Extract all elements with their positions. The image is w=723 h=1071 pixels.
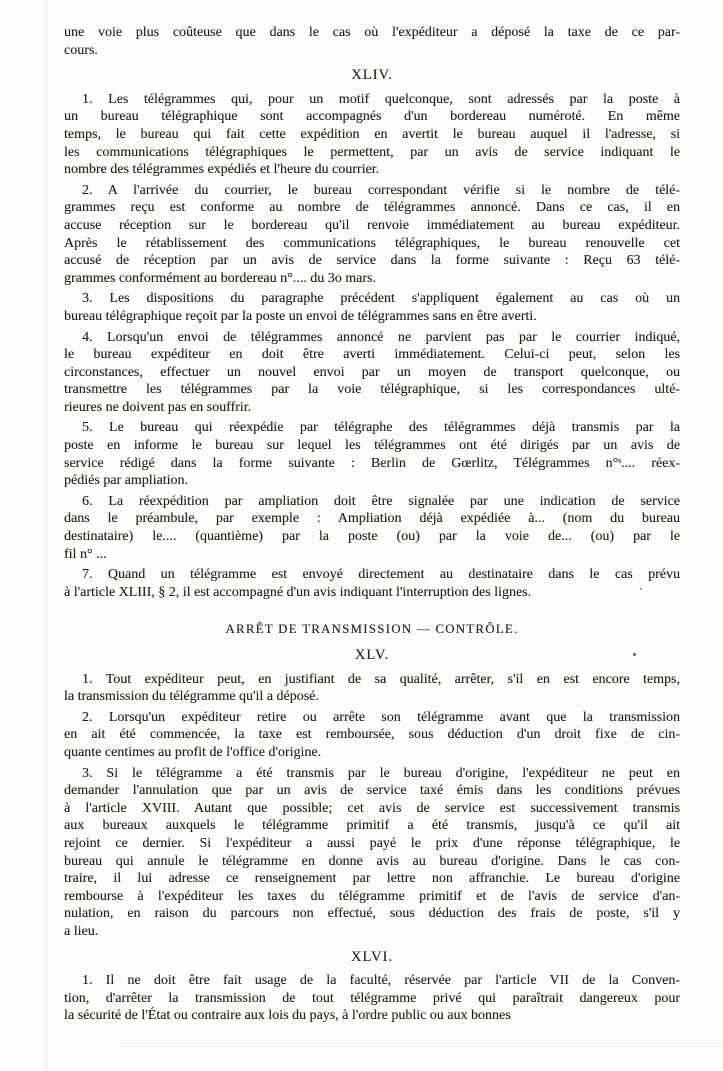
text-line: 3. Les dispositions du paragraphe précédent s'appliquent également au cas où un bbox=[82, 291, 680, 307]
text-line: 2. A l'arrivée du courrier, le bureau correspondant vérifie si le nombre de télé- bbox=[82, 182, 680, 198]
article-number-heading: XLIV. bbox=[351, 67, 393, 84]
text-line: traire, il lui adresse ce renseignement par lettre non affranchie. Le bureau d'origine bbox=[64, 871, 680, 887]
article-number-heading: XLVI. bbox=[350, 948, 394, 965]
text-line: la transmission du télégramme qu'il a déposé. bbox=[64, 689, 319, 705]
text-line: demander l'annulation que par un avis de service taxé émis dans les conditions prévues bbox=[64, 783, 680, 799]
text-line: 7. Quand un télégramme est envoyé directement au destinataire dans le cas prévu bbox=[82, 567, 680, 583]
text-line: rieures ne doivent pas en souffrir. bbox=[64, 399, 252, 415]
paragraph bbox=[64, 709, 680, 762]
paragraph bbox=[64, 329, 680, 417]
text-line: fil n° ... bbox=[64, 546, 107, 562]
text-line: accusé de réception par un avis de service dans la forme suivante : Reçu 63 télé- bbox=[64, 253, 680, 269]
paragraph bbox=[64, 765, 680, 941]
text-line: nulation, en raison du parcours non effectué, sous déduction des frais de poste, s'il y bbox=[64, 906, 680, 922]
article-number-heading: XLV. bbox=[354, 647, 390, 663]
text-line: service rédigé dans la forme suivante : Berlin de Gœrlitz, Télégrammes n°ˢ.... réex- bbox=[64, 455, 680, 471]
text-line: le bureau expéditeur en doit être averti immédiatement. Celui-ci peut, selon les bbox=[64, 347, 680, 363]
text-line: une voie plus coûteuse que dans le cas où l'expéditeur a déposé la taxe de ce par- bbox=[64, 25, 680, 40]
paragraph bbox=[64, 671, 680, 706]
scan-edge-line bbox=[46, 0, 47, 1071]
text-line: à l'article XLIII, § 2, il est accompagné d'un avis indiquant l'interruption des lignes. bbox=[64, 584, 532, 600]
text-line: quante centimes au profit de l'office d'origine. bbox=[64, 744, 322, 760]
text-line: transmettre les télégrammes par la voie télégraphique, si les correspondances ulté- bbox=[64, 382, 680, 398]
text-line: grammes reçu est conforme au nombre de télégrammes annoncé. Dans ce cas, il en bbox=[64, 200, 680, 216]
text-line: grammes conformément au bordereau n°.... du 3o mars. bbox=[64, 270, 376, 286]
text-line: bureau télégraphique reçoit par la poste un envoi de télégrammes sans en être averti. bbox=[64, 308, 537, 324]
text-line: 3. Si le télégramme a été transmis par le bureau d'origine, l'expéditeur ne peut en bbox=[82, 765, 680, 781]
text-line: 1. Il ne doit être fait usage de la faculté, réservée par l'article VII de la Conven- bbox=[82, 973, 680, 989]
paragraph bbox=[64, 182, 680, 288]
text-line: tion, d'arrêter la transmission de tout télégramme privé qui paraîtrait dangereux pour bbox=[64, 990, 680, 1006]
paragraph bbox=[64, 91, 680, 179]
text-line: Après le rétablissement des communications télégraphiques, le bureau renouvelle cet bbox=[64, 235, 680, 251]
text-line: rejoint ce dernier. Si l'expéditeur a aussi payé le prix d'une réponse télégraphique, le bbox=[64, 835, 680, 851]
paragraph bbox=[64, 290, 680, 325]
text-line: 4. Lorsqu'un envoi de télégrammes annoncé ne parvient pas par le courrier indiqué, bbox=[82, 329, 680, 345]
text-line: a lieu. bbox=[64, 923, 99, 939]
text-line: accuse réception sur le bordereau qu'il renvoie immédiatement au bureau expéditeur. bbox=[64, 217, 680, 233]
text-line: les communications télégraphiques le permettent, par un avis de service indiquant le bbox=[64, 144, 680, 160]
section-title: ARRÊT DE TRANSMISSION — CONTRÔLE. bbox=[225, 622, 519, 637]
scan-bottom-line bbox=[118, 1046, 723, 1047]
text-line: circonstances, effectuer un nouvel envoi par un moyen de transport quelconque, ou bbox=[64, 364, 680, 380]
paragraph bbox=[64, 493, 680, 563]
text-line: rembourse à l'expéditeur les taxes du télégramme primitif et de l'avis de service d'an- bbox=[64, 888, 680, 904]
paragraph bbox=[64, 972, 680, 1025]
text-line: temps, le bureau qui fait cette expédition en avertit le bureau auquel il l'adresse, si bbox=[64, 126, 680, 142]
text-line: aux bureaux auxquels le télégramme primitif a été transmis, jusqu'à ce qu'il ait bbox=[64, 818, 680, 834]
text-line: 1. Les télégrammes qui, pour un motif quelconque, sont adressés par la poste à bbox=[82, 91, 680, 107]
text-line: dans le préambule, par exemple : Ampliation déjà expédiée à... (nom du bureau bbox=[64, 511, 680, 527]
text-line: bureau qui annule le télégramme en donne avis au bureau d'origine. Dans le cas con- bbox=[64, 853, 680, 869]
text-line: un bureau télégraphique sont accompagnés d'un bordereau numéroté. En même bbox=[64, 109, 680, 125]
text-line: 2. Lorsqu'un expéditeur retire ou arrête son télégramme avant que la transmission bbox=[82, 709, 680, 725]
text-line: la sécurité de l'État ou contraire aux lois du pays, à l'ordre public ou aux bonnes bbox=[64, 1008, 511, 1024]
text-line: 6. La réexpédition par ampliation doit être signalée par une indication de service bbox=[82, 493, 680, 509]
paragraph bbox=[64, 566, 680, 601]
text-column bbox=[64, 24, 680, 1025]
text-line: pédiés par ampliation. bbox=[64, 473, 189, 489]
text-line: à l'article XVIII. Autant que possible; cet avis de service est successivement transmis bbox=[64, 800, 680, 816]
text-line: destinataire) le.... (quantième) par la poste (ou) par la voie de... (ou) par le bbox=[64, 529, 680, 545]
text-line: nombre des télégrammes expédiés et l'heure du courrier. bbox=[64, 162, 380, 178]
text-line: poste en informe le bureau sur lequel les télégrammes ont été dirigés par un avis de bbox=[64, 438, 680, 454]
text-line: 5. Le bureau qui réexpédie par télégraphe des télégrammes déjà transmis par la bbox=[82, 420, 680, 436]
paragraph-continuation bbox=[64, 24, 680, 59]
paragraph bbox=[64, 419, 680, 489]
text-line: cours. bbox=[64, 42, 98, 58]
text-line: 1. Tout expéditeur peut, en justifiant de sa qualité, arrêter, s'il en est encore temps, bbox=[82, 671, 680, 687]
text-line: en ait été commencée, la taxe est remboursée, sous déduction d'un droit fixe de cin- bbox=[64, 727, 680, 743]
